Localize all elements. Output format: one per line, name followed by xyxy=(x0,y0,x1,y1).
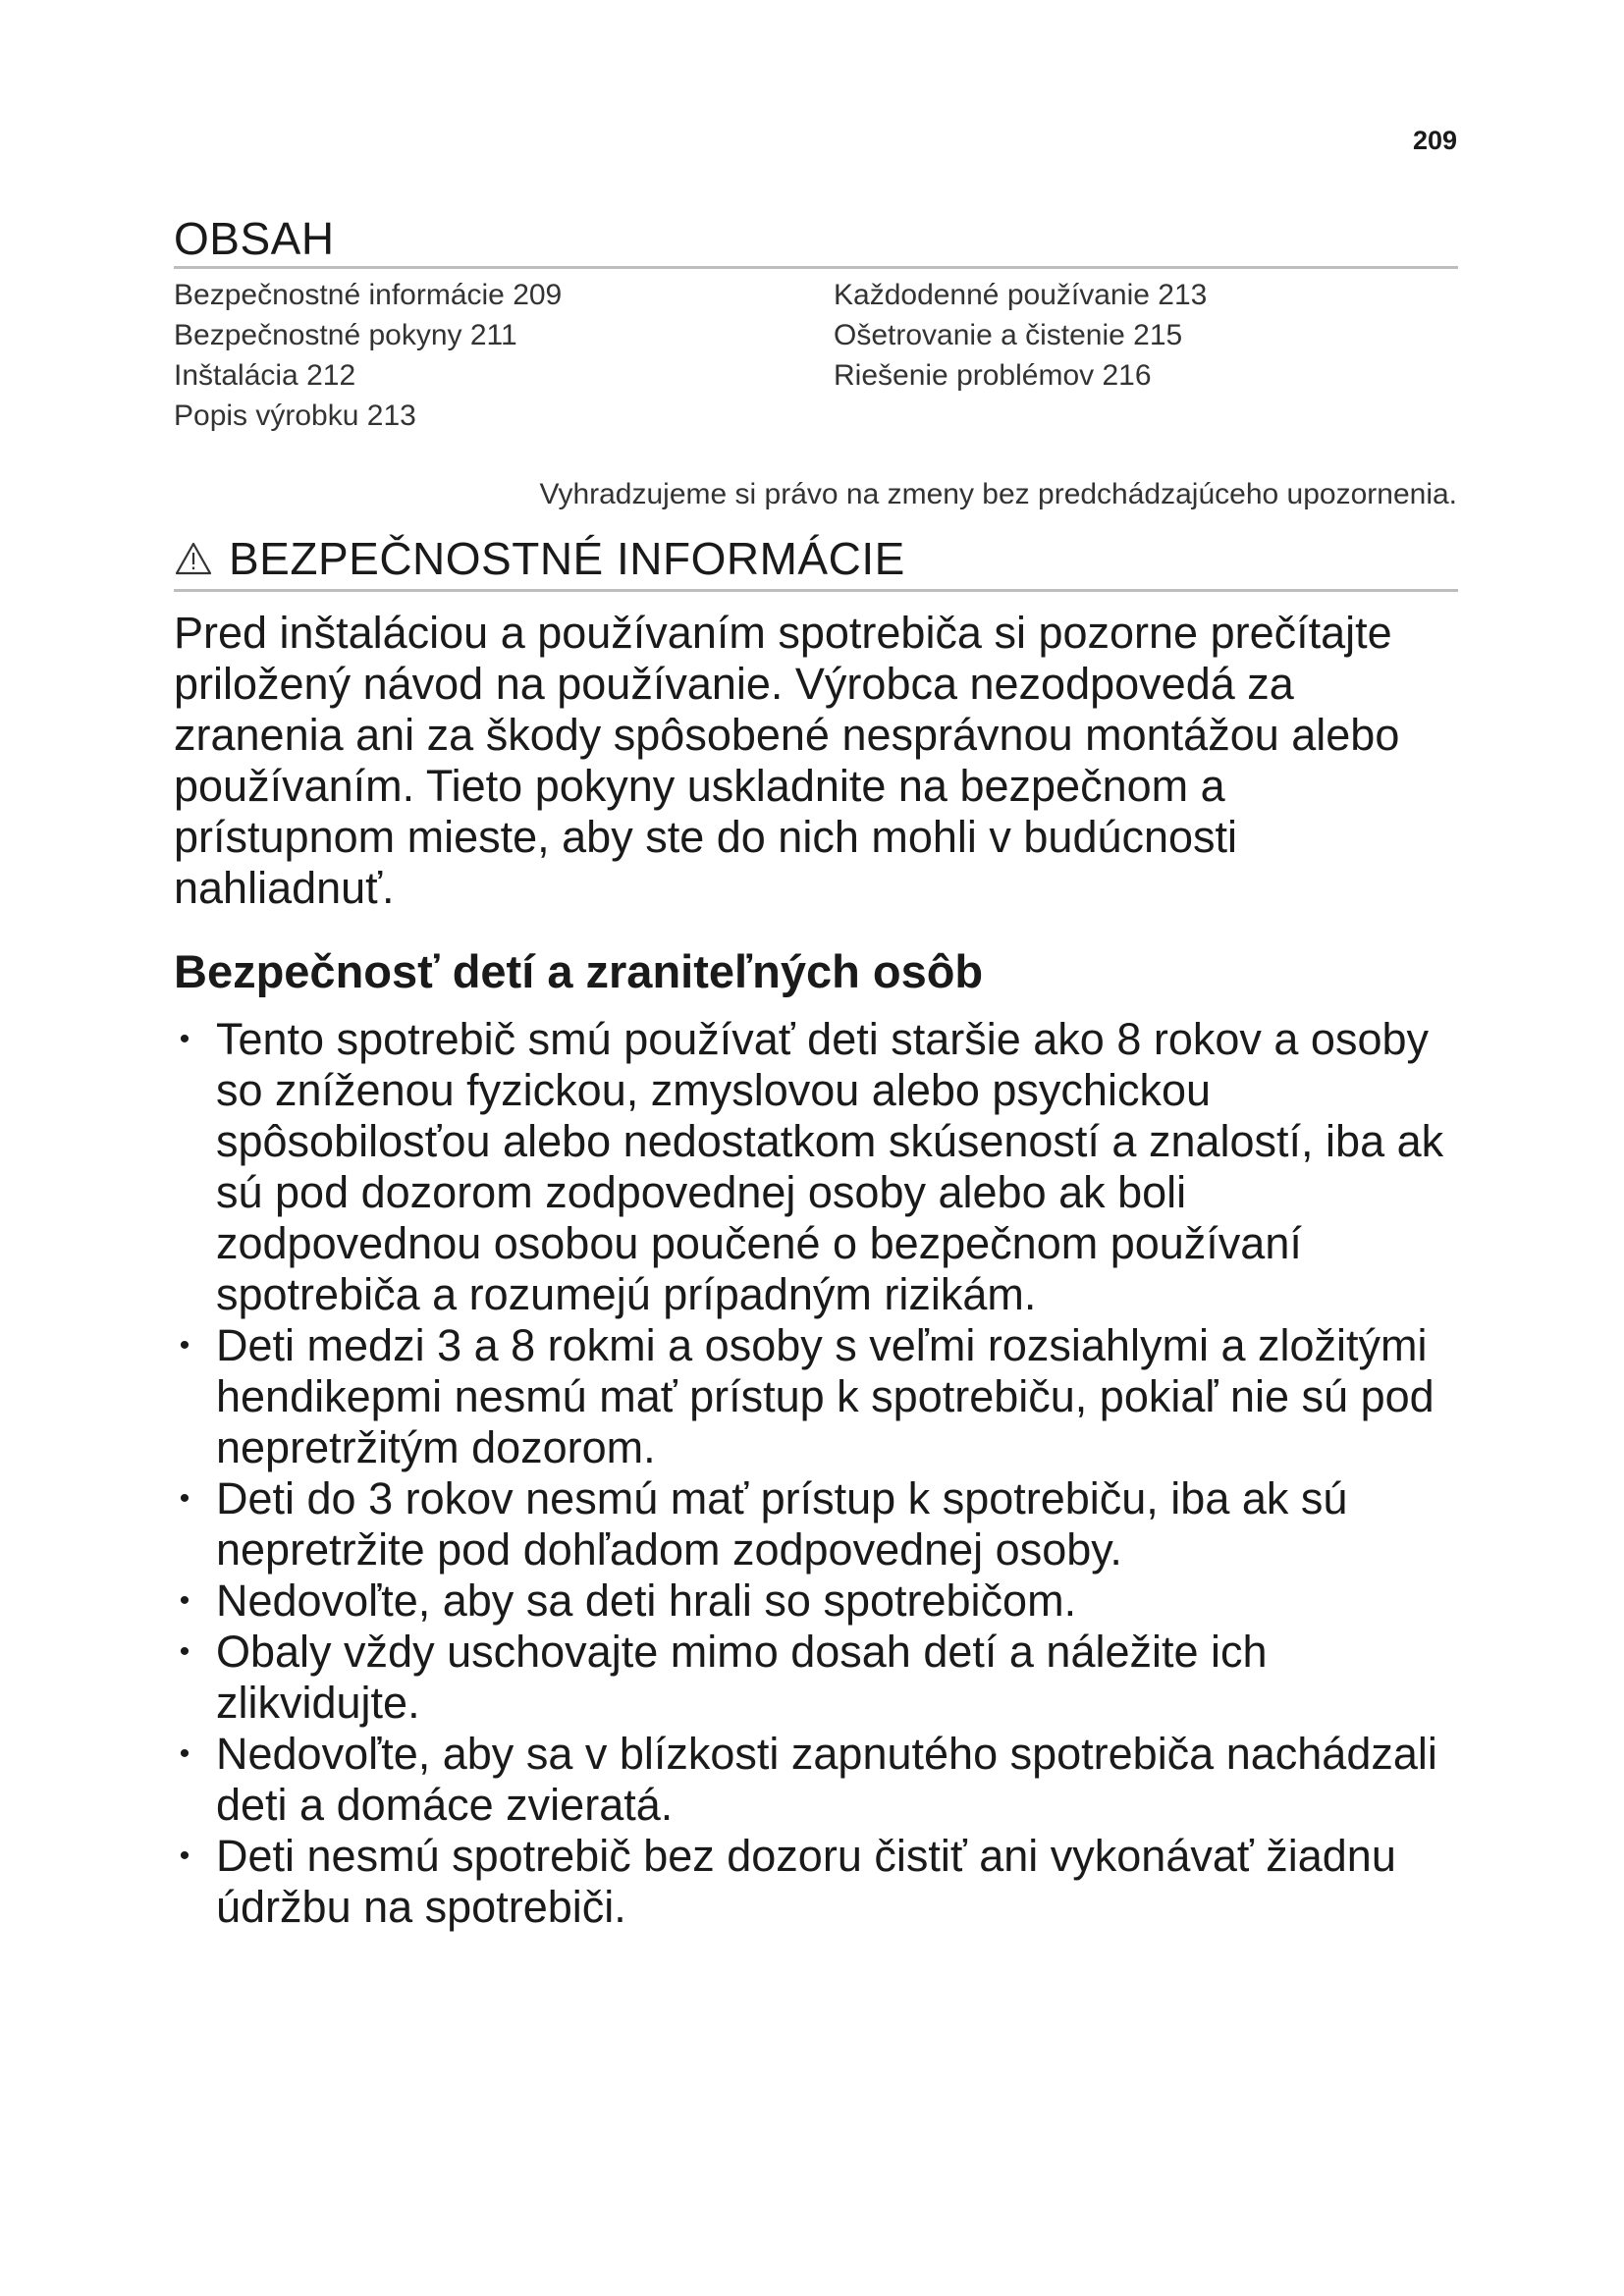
bullet-dot: • xyxy=(179,1023,190,1055)
toc-entry[interactable]: Bezpečnostné informácie 209 xyxy=(174,279,563,311)
list-item xyxy=(174,1627,1458,1729)
list-item-text: Nedovoľte, aby sa v blízkosti zapnutého spotrebiča nachádzali deti a domáce zvieratá. xyxy=(216,1729,1437,1830)
section-divider xyxy=(174,589,1458,592)
bullet-dot: • xyxy=(179,1840,190,1872)
safety-bullet-list xyxy=(174,1014,1458,1933)
subsection-title: Bezpečnosť detí a zraniteľných osôb xyxy=(174,945,984,997)
change-notice: Vyhradzujeme si právo na zmeny bez predchádzajúceho upozornenia. xyxy=(539,478,1457,510)
list-item xyxy=(174,1320,1458,1473)
toc-title: OBSAH xyxy=(174,213,335,264)
list-item-text: Obaly vždy uschovajte mimo dosah detí a náležite ich zlikvidujte. xyxy=(216,1627,1268,1728)
toc-entry[interactable]: Každodenné používanie 213 xyxy=(834,279,1208,311)
warning-triangle-icon xyxy=(174,541,213,576)
bullet-dot: • xyxy=(179,1329,190,1362)
toc-entry[interactable]: Inštalácia 212 xyxy=(174,359,356,392)
toc-divider xyxy=(174,266,1458,269)
list-item xyxy=(174,1575,1458,1627)
toc-right-column xyxy=(834,275,1207,436)
list-item-text: Nedovoľte, aby sa deti hrali so spotrebičom. xyxy=(216,1575,1077,1626)
toc-entry[interactable]: Bezpečnostné pokyny 211 xyxy=(174,319,517,351)
page-number: 209 xyxy=(1412,126,1457,155)
bullet-dot: • xyxy=(179,1635,190,1668)
toc-entry[interactable]: Riešenie problémov 216 xyxy=(834,359,1152,392)
table-of-contents xyxy=(174,211,1458,436)
bullet-dot: • xyxy=(179,1737,190,1770)
list-item-text: Deti medzi 3 a 8 rokmi a osoby s veľmi rozsiahlymi a zložitými hendikepmi nesmú mať prístup k spotrebiču, pokiaľ nie sú pod nepretržitým dozorom. xyxy=(216,1320,1435,1472)
toc-entry[interactable]: Popis výrobku 213 xyxy=(174,400,416,432)
list-item xyxy=(174,1473,1458,1575)
list-item-text: Tento spotrebič smú používať deti staršie ako 8 rokov a osoby so zníženou fyzickou, zmyslovou alebo psychickou spôsobilosťou alebo nedostatkom skúseností a znalostí, iba ak sú pod dozorom zodpovednej osoby alebo ak boli zodpovednou osobou poučené o bezpečnom používaní spotrebiča a rozumejú prípadným rizikám. xyxy=(216,1014,1444,1319)
toc-entry[interactable]: Ošetrovanie a čistenie 215 xyxy=(834,319,1183,351)
list-item-text: Deti nesmú spotrebič bez dozoru čistiť ani vykonávať žiadnu údržbu na spotrebiči. xyxy=(216,1831,1396,1932)
list-item xyxy=(174,1729,1458,1831)
toc-columns xyxy=(174,275,1458,436)
bullet-dot: • xyxy=(179,1584,190,1617)
intro-paragraph: Pred inštaláciou a používaním spotrebiča si pozorne prečítajte priložený návod na používanie. Výrobca nezodpovedá za zranenia ani za škody spôsobené nesprávnou montážou alebo používaním. Tieto pokyny uskladnite na bezpečnom a prístupnom mieste, aby ste do nich mohli v budúcnosti nahliadnuť. xyxy=(174,608,1400,913)
section-title xyxy=(174,528,1458,589)
list-item-text: Deti do 3 rokov nesmú mať prístup k spotrebiču, iba ak sú nepretržite pod dohľadom zodpovednej osoby. xyxy=(216,1473,1348,1575)
list-item xyxy=(174,1014,1458,1320)
safety-section xyxy=(174,528,1458,1933)
list-item xyxy=(174,1831,1458,1933)
bullet-dot: • xyxy=(179,1482,190,1515)
section-title-text: BEZPEČNOSTNÉ INFORMÁCIE xyxy=(229,533,905,584)
toc-left-column xyxy=(174,275,834,436)
